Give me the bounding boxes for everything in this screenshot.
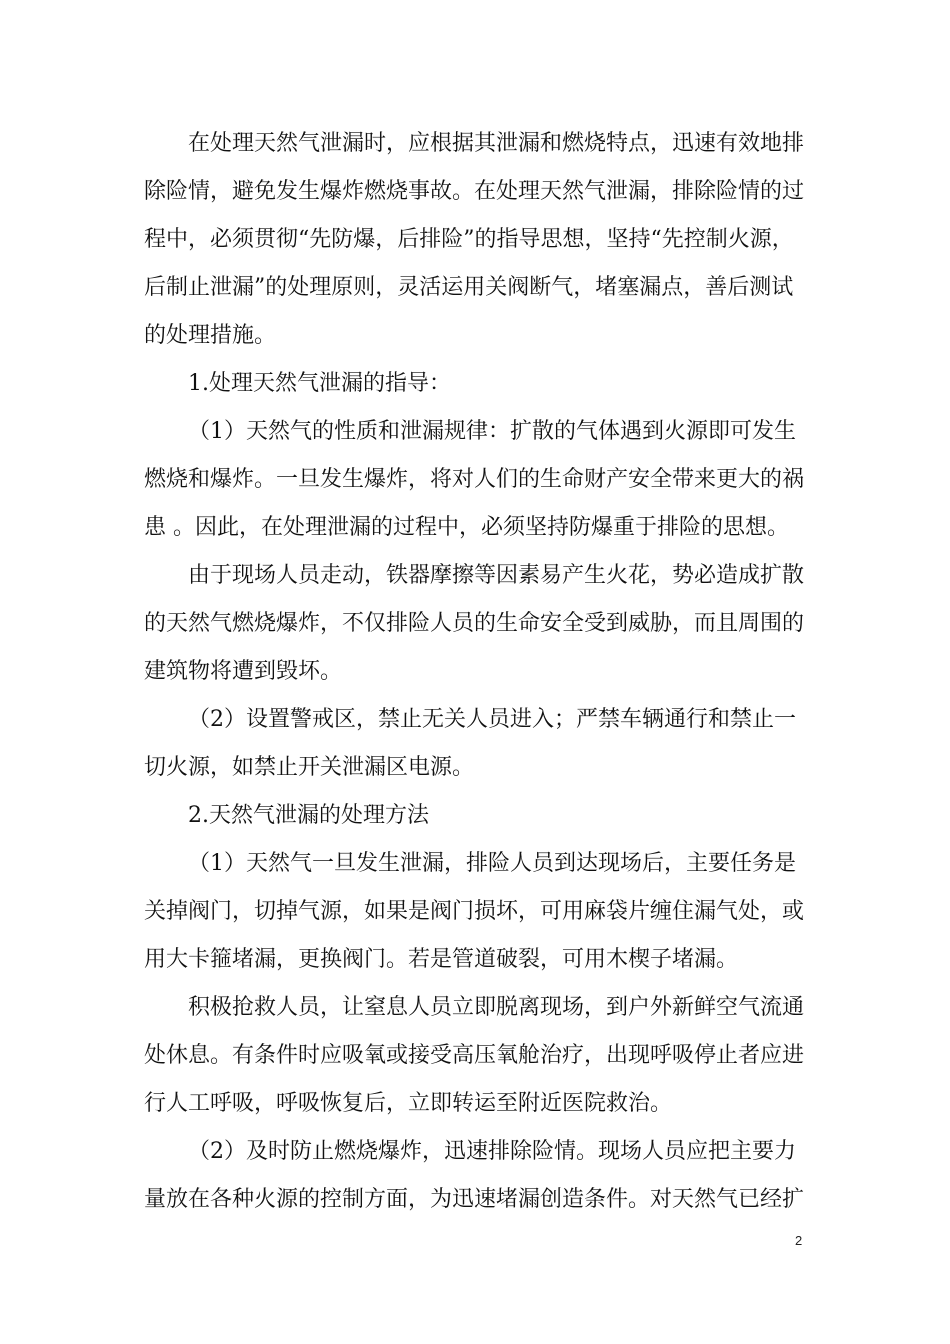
text-line: 切火源，如禁止开关泄漏区电源。 bbox=[144, 755, 475, 780]
text-line: （1）天然气的性质和泄漏规律：扩散的气体遇到火源即可发生 bbox=[188, 419, 796, 444]
paragraph-1 bbox=[144, 120, 808, 360]
text-line: 的天然气燃烧爆炸，不仅排险人员的生命安全受到威胁，而且周围的 bbox=[144, 611, 805, 636]
text-line: 患 。因此，在处理泄漏的过程中，必须坚持防爆重于排险的思想。 bbox=[144, 515, 789, 540]
text-line: 除险情，避免发生爆炸燃烧事故。在处理天然气泄漏，排除险情的过 bbox=[144, 179, 805, 204]
body-text bbox=[144, 120, 808, 1224]
text-line: 量放在各种火源的控制方面，为迅速堵漏创造条件。对天然气已经扩 bbox=[144, 1187, 805, 1212]
text-line: 燃烧和爆炸。一旦发生爆炸，将对人们的生命财产安全带来更大的祸 bbox=[144, 467, 805, 492]
text-line: 积极抢救人员，让窒息人员立即脱离现场，到户外新鲜空气流通 bbox=[188, 995, 805, 1020]
paragraph-7 bbox=[144, 1128, 808, 1224]
paragraph-6 bbox=[144, 984, 808, 1128]
heading-line: 2.天然气泄漏的处理方法 bbox=[188, 803, 429, 828]
heading-line: 1.处理天然气泄漏的指导： bbox=[188, 371, 451, 396]
text-line: 行人工呼吸，呼吸恢复后，立即转运至附近医院救治。 bbox=[144, 1091, 673, 1116]
text-line: 的处理措施。 bbox=[144, 323, 277, 348]
paragraph-5 bbox=[144, 840, 808, 984]
text-line: 用大卡箍堵漏，更换阀门。若是管道破裂，可用木楔子堵漏。 bbox=[144, 947, 739, 972]
text-line: 由于现场人员走动，铁器摩擦等因素易产生火花，势必造成扩散 bbox=[188, 563, 805, 588]
paragraph-2 bbox=[144, 408, 808, 552]
text-line: 建筑物将遭到毁坏。 bbox=[144, 659, 343, 684]
paragraph-4 bbox=[144, 696, 808, 792]
text-line: 程中，必须贯彻“先防爆，后排险”的指导思想，坚持“先控制火源， bbox=[144, 227, 794, 252]
page-number: 2 bbox=[795, 1233, 803, 1248]
text-line: （1）天然气一旦发生泄漏，排险人员到达现场后，主要任务是 bbox=[188, 851, 796, 876]
text-line: 在处理天然气泄漏时，应根据其泄漏和燃烧特点，迅速有效地排 bbox=[188, 131, 805, 156]
text-line: （2）及时防止燃烧爆炸，迅速排除险情。现场人员应把主要力 bbox=[188, 1139, 796, 1164]
section-heading-1 bbox=[144, 360, 808, 408]
text-line: （2）设置警戒区，禁止无关人员进入；严禁车辆通行和禁止一 bbox=[188, 707, 796, 732]
paragraph-3 bbox=[144, 552, 808, 696]
section-heading-2 bbox=[144, 792, 808, 840]
text-line: 处休息。有条件时应吸氧或接受高压氧舱治疗，出现呼吸停止者应进 bbox=[144, 1043, 805, 1068]
text-line: 后制止泄漏”的处理原则，灵活运用关阀断气，堵塞漏点，善后测试 bbox=[144, 275, 794, 300]
text-line: 关掉阀门，切掉气源，如果是阀门损坏，可用麻袋片缠住漏气处，或 bbox=[144, 899, 805, 924]
